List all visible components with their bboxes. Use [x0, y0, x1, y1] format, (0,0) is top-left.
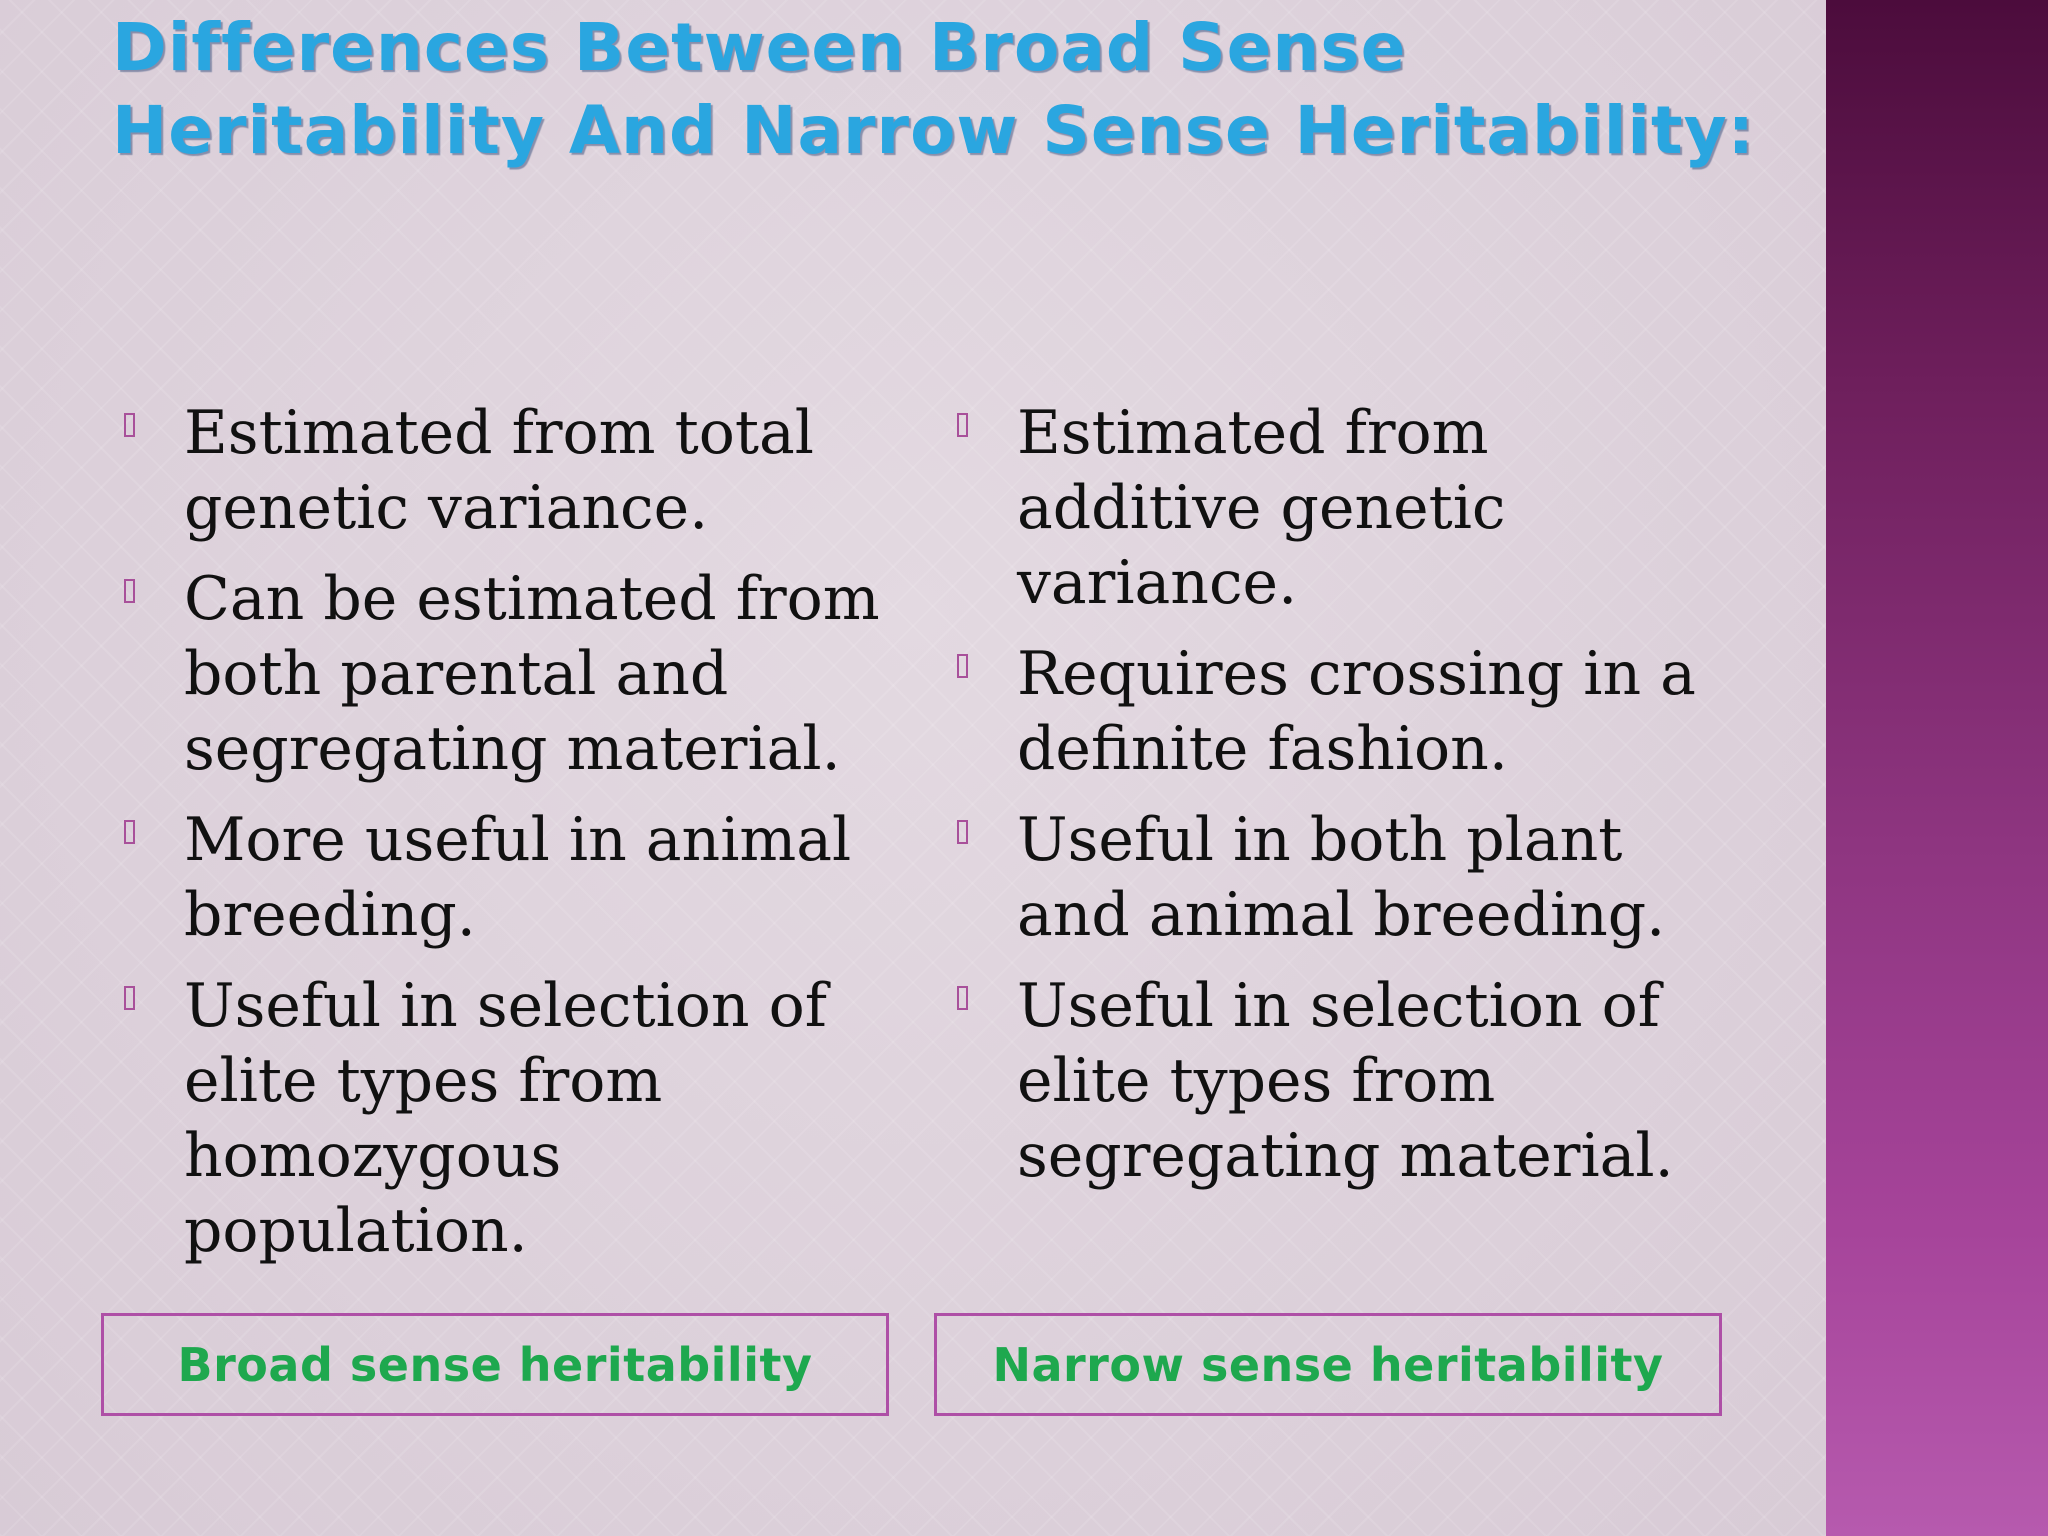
list-item: [955, 637, 1735, 787]
bullet-square-icon: [124, 579, 135, 603]
list-item-text: Requires crossing in a definite fashion.: [1017, 639, 1696, 784]
list-item: [955, 396, 1735, 621]
bullet-square-icon: [957, 820, 968, 844]
list-item: [122, 562, 922, 787]
list-item-text: Can be estimated from both parental and segregating material.: [184, 564, 880, 784]
list-item-text: Useful in selection of elite types from homozygous population.: [184, 971, 827, 1266]
bullet-square-icon: [957, 413, 968, 437]
narrow-sense-points: [955, 396, 1735, 1210]
decorative-side-band: [1826, 0, 2048, 1536]
bullet-square-icon: [124, 986, 135, 1010]
list-item-text: Useful in selection of elite types from segregating material.: [1017, 971, 1674, 1191]
list-item: [955, 803, 1735, 953]
list-item-text: Estimated from total genetic variance.: [184, 398, 814, 543]
slide-title: Differences Between Broad Sense Heritability And Narrow Sense Heritability:: [112, 9, 1756, 169]
list-item-text: Useful in both plant and animal breeding.: [1017, 805, 1666, 950]
bullet-square-icon: [957, 986, 968, 1010]
list-item: [122, 803, 922, 953]
narrow-sense-heading-box: [934, 1313, 1722, 1416]
list-item: [122, 396, 922, 546]
broad-sense-heading-box: [101, 1313, 889, 1416]
list-item-text: More useful in animal breeding.: [184, 805, 852, 950]
broad-sense-heading: Broad sense heritability: [177, 1337, 813, 1392]
bullet-square-icon: [124, 413, 135, 437]
bullet-square-icon: [124, 820, 135, 844]
list-item-text: Estimated from additive genetic variance.: [1017, 398, 1506, 618]
narrow-sense-heading: Narrow sense heritability: [992, 1337, 1664, 1392]
bullet-square-icon: [957, 654, 968, 678]
broad-sense-points: [122, 396, 922, 1285]
list-item: [955, 969, 1735, 1194]
list-item: [122, 969, 922, 1269]
